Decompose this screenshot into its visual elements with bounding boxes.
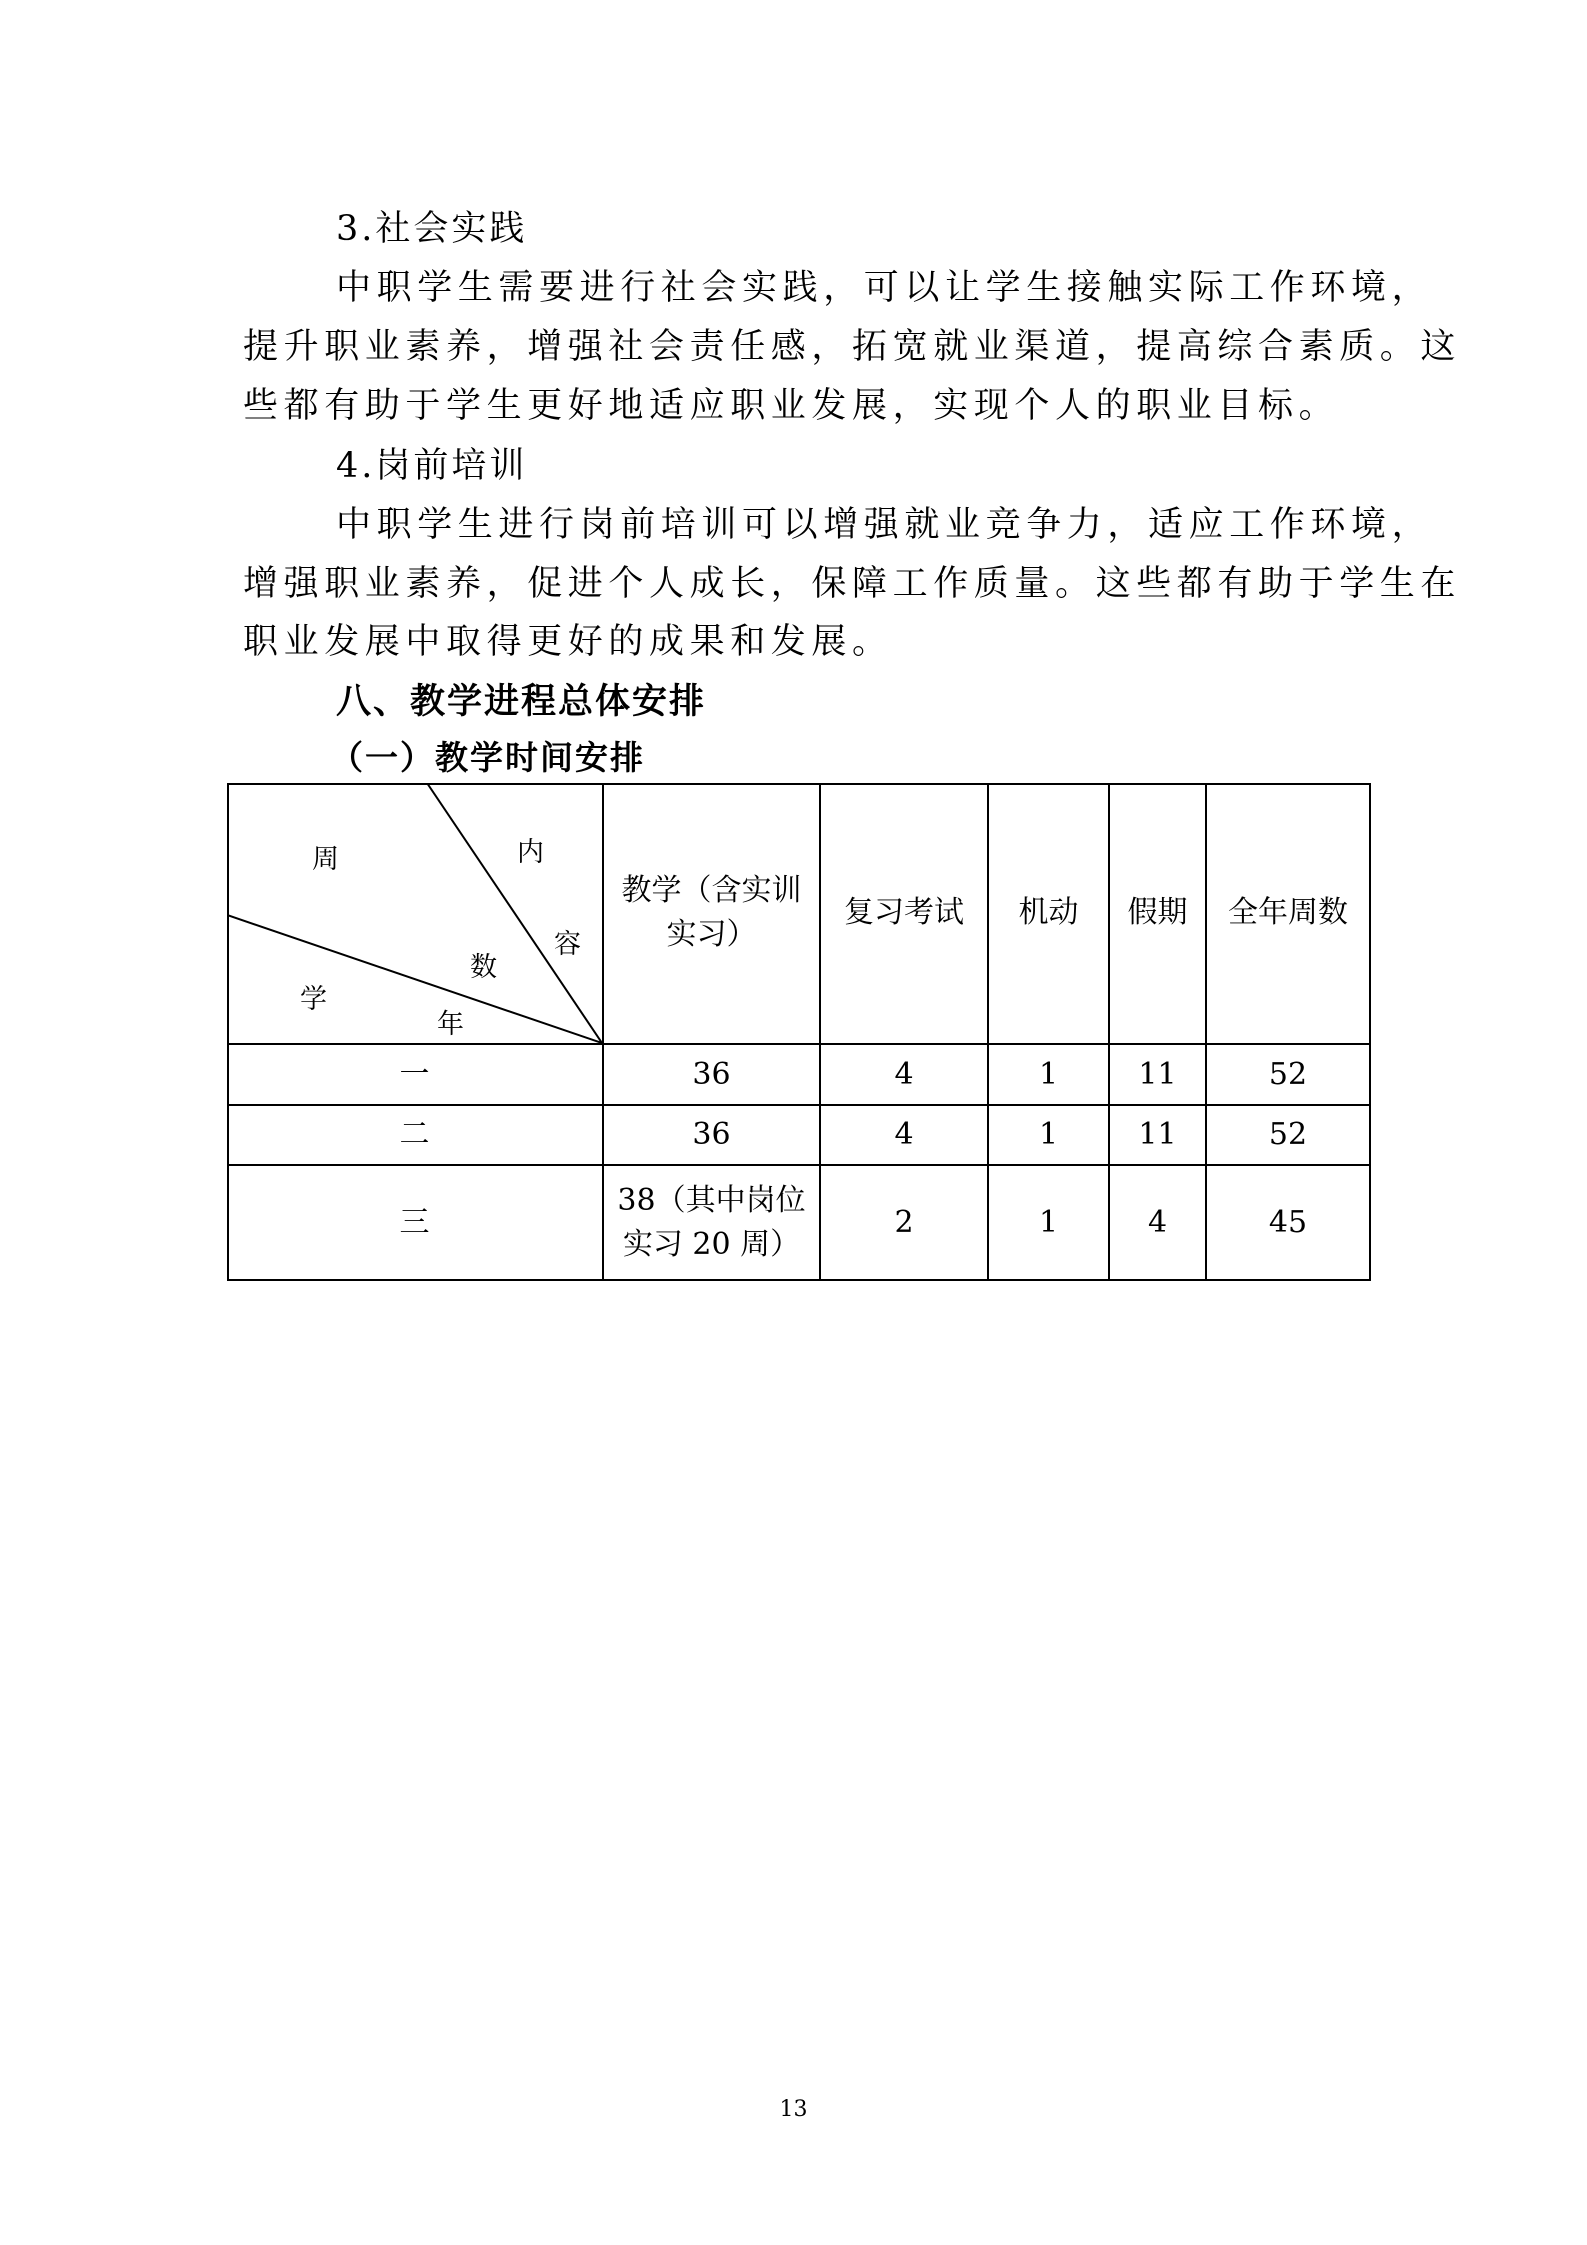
section-4-heading: 4.岗前培训	[336, 446, 528, 486]
paragraph-line: 些都有助于学生更好地适应职业发展，实现个人的职业目标。	[243, 386, 1340, 426]
diagonal-lines	[227, 783, 602, 1043]
header-teaching	[604, 783, 821, 1045]
page-number: 13	[779, 2097, 808, 2122]
teaching-schedule-table	[227, 783, 1371, 1281]
paragraph-line: 职业发展中取得更好的成果和发展。	[243, 622, 893, 662]
row-review-exam: 4	[821, 1045, 989, 1106]
row-teaching: 36	[604, 1106, 821, 1166]
header-teaching-line: 实习）	[666, 917, 757, 952]
row-holiday: 11	[1110, 1106, 1207, 1166]
corner-label-week: 周	[312, 844, 339, 875]
row-holiday: 4	[1110, 1166, 1207, 1281]
paragraph-line: 提升职业素养，增强社会责任感，拓宽就业渠道，提高综合素质。这	[243, 327, 1462, 367]
paragraph-line: 中职学生进行岗前培训可以增强就业竞争力，适应工作环境，	[336, 505, 1433, 545]
row-total-weeks: 52	[1207, 1045, 1371, 1106]
header-flexible: 机动	[989, 783, 1110, 1045]
row-holiday: 11	[1110, 1045, 1207, 1106]
row-flexible: 1	[989, 1106, 1110, 1166]
row-teaching: 36	[604, 1045, 821, 1106]
corner-label-content-1: 内	[517, 837, 544, 868]
row-teaching	[604, 1166, 821, 1281]
row-flexible: 1	[989, 1045, 1110, 1106]
corner-label-content-2: 容	[554, 929, 581, 960]
corner-label-school: 学	[300, 984, 327, 1015]
subsection-heading: （一）教学时间安排	[330, 738, 645, 777]
diagonal-corner-cell	[227, 783, 604, 1045]
row-year: 一	[227, 1045, 604, 1106]
corner-label-count: 数	[470, 952, 497, 983]
header-holiday: 假期	[1110, 783, 1207, 1045]
row-total-weeks: 45	[1207, 1166, 1371, 1281]
paragraph-line: 增强职业素养，促进个人成长，保障工作质量。这些都有助于学生在	[243, 564, 1462, 604]
header-review-exam: 复习考试	[821, 783, 989, 1045]
corner-label-year: 年	[437, 1009, 464, 1040]
row-year: 二	[227, 1106, 604, 1166]
row-teaching-line: 38（其中岗位	[617, 1182, 806, 1218]
row-year: 三	[227, 1166, 604, 1281]
row-flexible: 1	[989, 1166, 1110, 1281]
section-3-heading: 3.社会实践	[336, 209, 528, 249]
header-total-weeks: 全年周数	[1207, 783, 1371, 1045]
paragraph-line: 中职学生需要进行社会实践，可以让学生接触实际工作环境，	[336, 268, 1433, 308]
row-review-exam: 2	[821, 1166, 989, 1281]
header-teaching-line: 教学（含实训	[621, 873, 802, 908]
section-heading: 八、教学进程总体安排	[336, 682, 707, 722]
row-teaching-line: 实习 20 周）	[622, 1226, 801, 1262]
row-total-weeks: 52	[1207, 1106, 1371, 1166]
row-review-exam: 4	[821, 1106, 989, 1166]
